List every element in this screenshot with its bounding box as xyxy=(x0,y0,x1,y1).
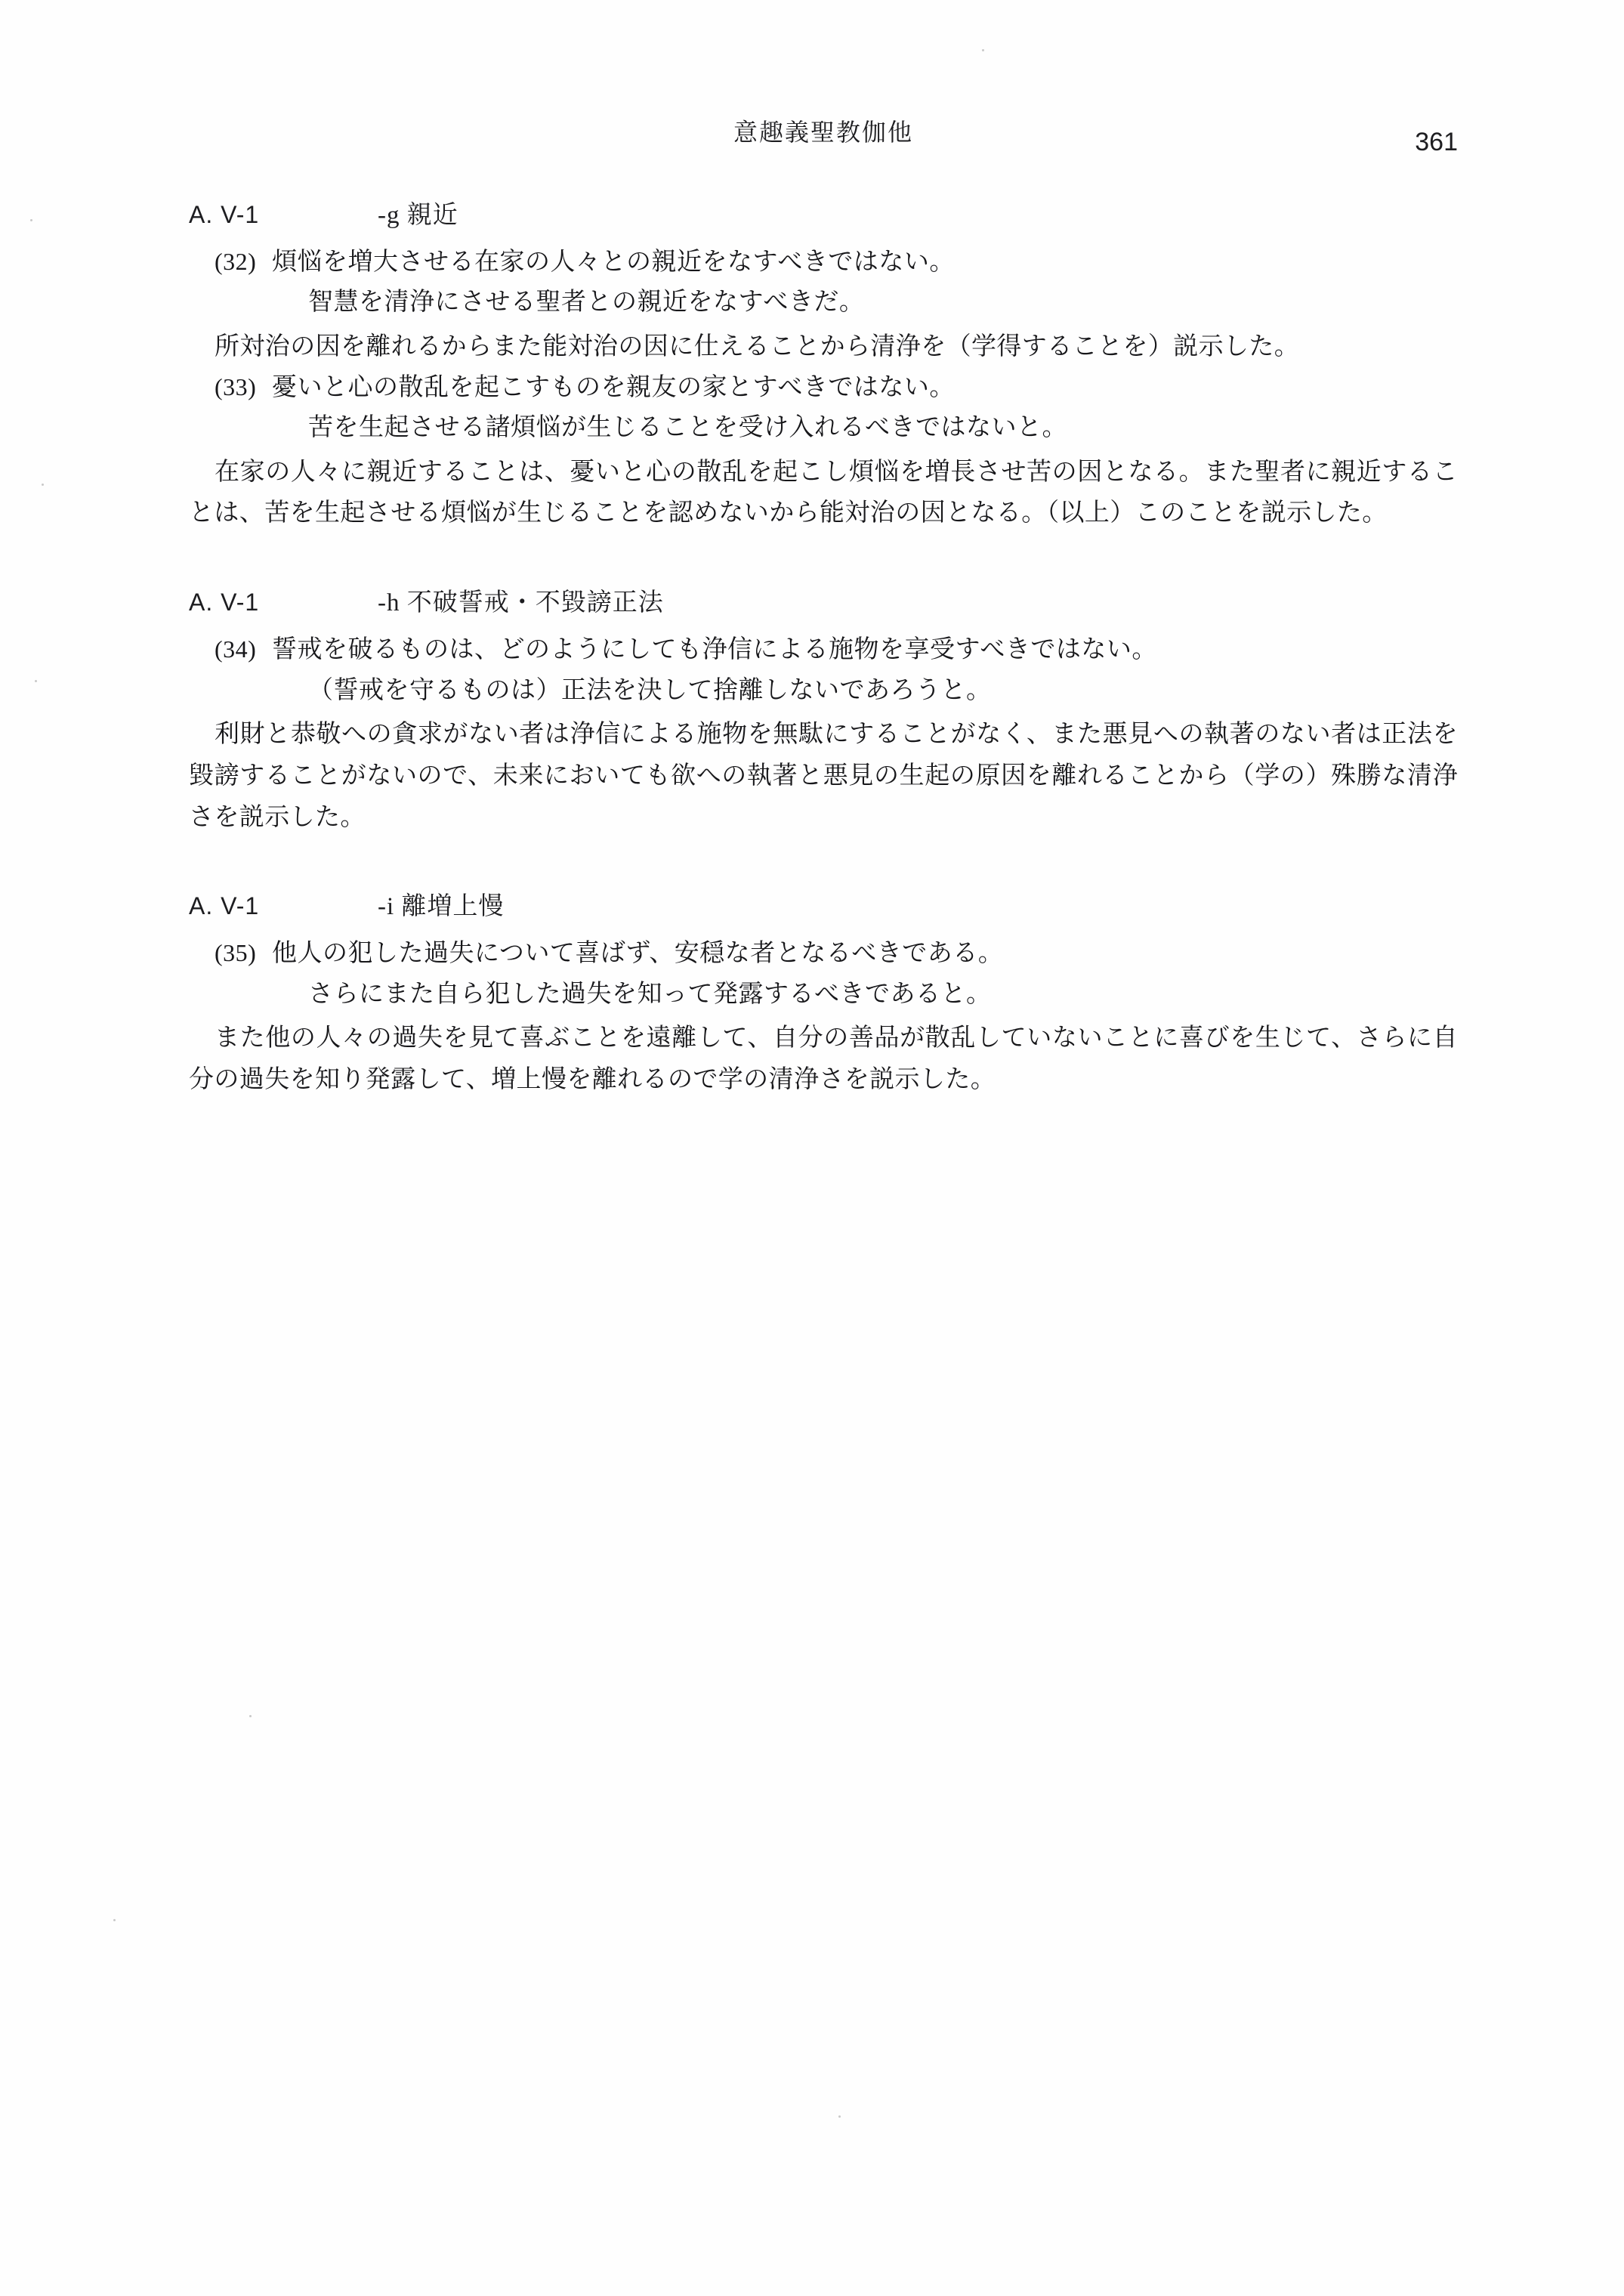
verse-line xyxy=(189,283,1458,323)
verse-text: 煩悩を増大させる在家の人々との親近をなすべきではない。 xyxy=(272,249,955,276)
verse-line xyxy=(189,975,1458,1015)
scan-speck xyxy=(982,49,984,51)
section-heading xyxy=(189,582,1458,618)
verse-line xyxy=(189,671,1458,711)
commentary-paragraph: また他の人々の過失を見て喜ぶことを遠離して、自分の善品が散乱していないことに喜びを生じて、さらに自分の過失を知り発露して、増上慢を離れるので学の清浄さを説示した。 xyxy=(189,1024,1458,1093)
verse-line xyxy=(189,368,1458,408)
scan-speck xyxy=(838,2115,841,2118)
section-g xyxy=(189,195,1458,534)
commentary-paragraph: 利財と恭敬への貪求がない者は浄信による施物を無駄にすることがなく、また悪見への執著のない者は正法を毀謗することがないので、未来においても欲への執著と悪見の生起の原因を離れることから（学の）殊勝な清浄さを説示した。 xyxy=(189,721,1458,831)
section-title: -h 不破誓戒・不毀謗正法 xyxy=(378,589,664,617)
scan-speck xyxy=(35,680,37,682)
verse-number: (34) xyxy=(215,635,257,663)
section-heading xyxy=(189,195,1458,230)
scan-speck xyxy=(42,484,44,486)
section-code: A. V-1 xyxy=(189,201,260,228)
scan-speck xyxy=(249,1715,252,1717)
scan-speck xyxy=(113,1919,116,1921)
verse-text: 他人の犯した過失について喜ばず、安穏な者となるべきである。 xyxy=(272,940,1004,968)
verse-line xyxy=(189,934,1458,974)
page-number: 361 xyxy=(1415,128,1458,156)
section-code: A. V-1 xyxy=(189,589,260,616)
scan-speck xyxy=(30,219,32,221)
verse-text: 誓戒を破るものは、どのようにしても浄信による施物を享受すべきではない。 xyxy=(272,636,1157,664)
section-code: A. V-1 xyxy=(189,892,260,920)
running-header xyxy=(189,113,1458,159)
verse-line xyxy=(189,408,1458,448)
verse-number: (35) xyxy=(215,939,257,967)
commentary-paragraph: 所対治の因を離れるからまた能対治の因に仕えることから清浄を（学得することを）説示した。 xyxy=(215,332,1300,360)
verse-line xyxy=(189,243,1458,283)
verse-text: さらにまた自ら犯した過失を知って発露するべきであると。 xyxy=(308,980,992,1008)
section-i xyxy=(189,886,1458,1100)
verse-text: 苦を生起させる諸煩悩が生じることを受け入れるべきではないと。 xyxy=(308,414,1067,442)
verse-text: （誓戒を守るものは）正法を決して捨離しないであろうと。 xyxy=(308,676,992,704)
commentary-paragraph: 在家の人々に親近することは、憂いと心の散乱を起こし煩悩を増長させ苦の因となる。また聖者に親近することは、苦を生起させる煩悩が生じることを認めないから能対治の因となる。（以上）このことを説示した。 xyxy=(189,458,1458,527)
verse-number: (32) xyxy=(215,248,257,275)
section-heading xyxy=(189,886,1458,922)
section-h xyxy=(189,582,1458,838)
section-title: -i 離増上慢 xyxy=(378,893,505,921)
section-title: -g 親近 xyxy=(378,202,458,229)
verse-text: 憂いと心の散乱を起こすものを親友の家とすべきではない。 xyxy=(272,373,955,401)
verse-number: (33) xyxy=(215,372,257,400)
verse-block xyxy=(189,630,1458,711)
verse-text: 智慧を清浄にさせる聖者との親近をなすべきだ。 xyxy=(308,289,865,317)
page-content xyxy=(189,113,1458,1111)
verse-block xyxy=(189,934,1458,1015)
verse-block xyxy=(189,368,1458,449)
running-head-title: 意趣義聖教伽他 xyxy=(733,119,913,146)
verse-line xyxy=(189,630,1458,670)
verse-block xyxy=(189,243,1458,323)
